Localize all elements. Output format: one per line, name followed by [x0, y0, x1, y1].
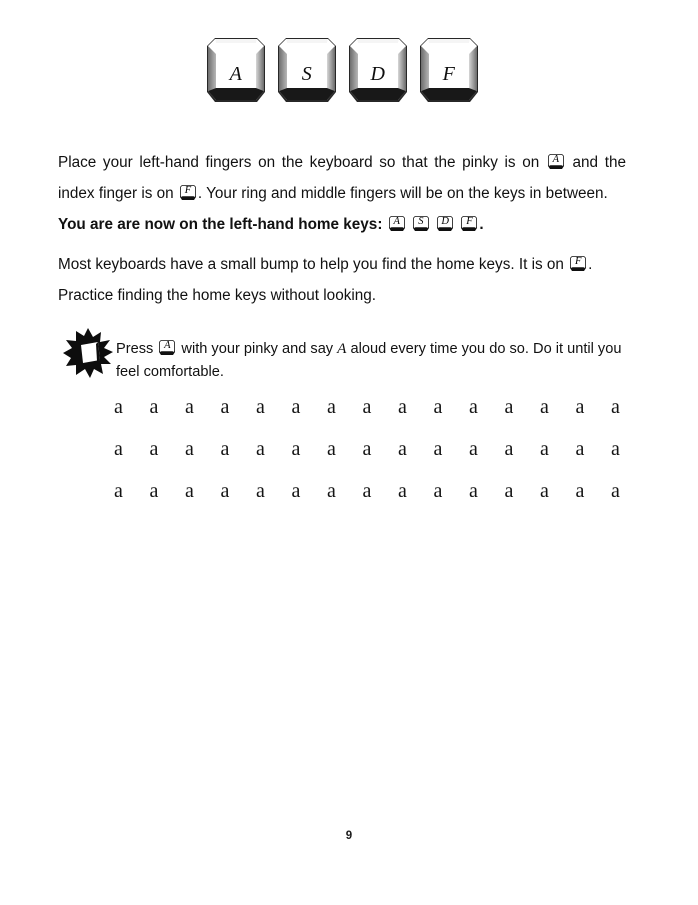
- practice-char: a: [433, 396, 443, 418]
- practice-char: a: [291, 480, 301, 502]
- inline-key-letter: A: [393, 216, 400, 227]
- practice-char: a: [433, 480, 443, 502]
- practice-char: a: [185, 480, 194, 502]
- inline-key-s-icon: [412, 215, 430, 233]
- exercise-text-segment: with your pinky and say: [177, 341, 338, 357]
- paragraph-text-segment: Most keyboards have a small bump to help you find the home keys. It is on: [58, 256, 569, 273]
- paragraph-home-position: [58, 147, 626, 240]
- home-keys-illustration: [205, 36, 480, 108]
- practice-char: a: [575, 480, 585, 502]
- practice-char: a: [611, 396, 620, 418]
- inline-key-letter: F: [184, 185, 192, 196]
- starburst-icon: [62, 327, 114, 379]
- exercise-text-segment: Press: [116, 341, 158, 357]
- practice-char: a: [220, 438, 230, 460]
- keycap-letter: S: [301, 63, 313, 85]
- home-keys-summary-line: [58, 209, 626, 240]
- page-number: 9: [345, 830, 353, 842]
- practice-char: a: [398, 396, 407, 418]
- practice-char: a: [149, 396, 159, 418]
- inline-key-f-icon: [460, 215, 478, 233]
- inline-key-letter: D: [441, 216, 449, 227]
- inline-key-letter: S: [418, 216, 424, 227]
- inline-key-a-icon: [388, 215, 406, 233]
- practice-char: a: [469, 438, 478, 460]
- practice-char: a: [185, 396, 194, 418]
- practice-row: [112, 438, 622, 480]
- practice-char: a: [114, 396, 123, 418]
- exercise-text-segment: aloud every time you do so. Do it until you feel comfortable.: [116, 341, 622, 380]
- practice-row: [112, 480, 622, 522]
- practice-char: a: [256, 438, 265, 460]
- paragraph-text-segment: .: [588, 256, 593, 273]
- practice-char: a: [327, 396, 336, 418]
- practice-char: a: [540, 438, 549, 460]
- practice-char: a: [327, 438, 336, 460]
- home-keys-summary-trailing: .: [479, 216, 484, 233]
- practice-char: a: [611, 480, 620, 502]
- keycap-letter: F: [442, 63, 456, 85]
- paragraph-text-segment: and the index finger is on: [58, 154, 626, 202]
- practice-char: a: [540, 396, 549, 418]
- paragraph-text-segment: Place your left-hand fingers on the keyboard so that the pinky is on: [58, 154, 546, 171]
- practice-grid: [112, 396, 622, 522]
- practice-char: a: [540, 480, 549, 502]
- practice-char: a: [362, 396, 372, 418]
- practice-char: a: [220, 480, 230, 502]
- home-keys-summary-text: You are are now on the left-hand home keys:: [58, 216, 387, 233]
- practice-char: a: [114, 438, 123, 460]
- inline-key-letter: F: [466, 216, 473, 227]
- practice-char: a: [611, 438, 620, 460]
- practice-char: a: [256, 396, 265, 418]
- practice-char: a: [220, 396, 230, 418]
- inline-key-f-icon: [569, 255, 587, 273]
- practice-char: a: [575, 396, 585, 418]
- practice-char: a: [504, 438, 514, 460]
- practice-char: a: [291, 396, 301, 418]
- practice-char: a: [433, 438, 443, 460]
- inline-key-a-icon: [158, 339, 176, 357]
- keycap-d: [347, 36, 409, 108]
- exercise-emphasis-letter: A: [337, 340, 347, 357]
- paragraph-second-line: Practice finding the home keys without looking.: [58, 287, 377, 304]
- keycap-f: [418, 36, 480, 108]
- inline-key-letter: A: [164, 340, 171, 351]
- practice-char: a: [327, 480, 336, 502]
- practice-char: a: [469, 396, 478, 418]
- paragraph-bump-hint: [58, 249, 626, 311]
- practice-char: a: [149, 438, 159, 460]
- practice-char: a: [398, 438, 407, 460]
- inline-key-d-icon: [436, 215, 454, 233]
- inline-key-f-icon: [179, 184, 197, 202]
- keycap-a: [205, 36, 267, 108]
- practice-char: a: [185, 438, 194, 460]
- practice-char: a: [398, 480, 407, 502]
- exercise-instruction: [116, 337, 628, 384]
- practice-char: a: [149, 480, 159, 502]
- inline-key-a-icon: [547, 153, 565, 171]
- practice-row: [112, 396, 622, 438]
- practice-char: a: [575, 438, 585, 460]
- keycap-letter: D: [370, 63, 386, 85]
- practice-char: a: [291, 438, 301, 460]
- inline-key-letter: F: [574, 256, 582, 267]
- practice-char: a: [362, 480, 372, 502]
- practice-char: a: [114, 480, 123, 502]
- inline-key-letter: A: [552, 154, 560, 165]
- practice-char: a: [256, 480, 265, 502]
- practice-char: a: [504, 480, 514, 502]
- keycap-letter: A: [229, 63, 243, 85]
- paragraph-text-segment: . Your ring and middle fingers will be on the keys in between.: [197, 185, 608, 202]
- practice-char: a: [469, 480, 478, 502]
- practice-char: a: [504, 396, 514, 418]
- practice-char: a: [362, 438, 372, 460]
- keycap-s: [276, 36, 338, 108]
